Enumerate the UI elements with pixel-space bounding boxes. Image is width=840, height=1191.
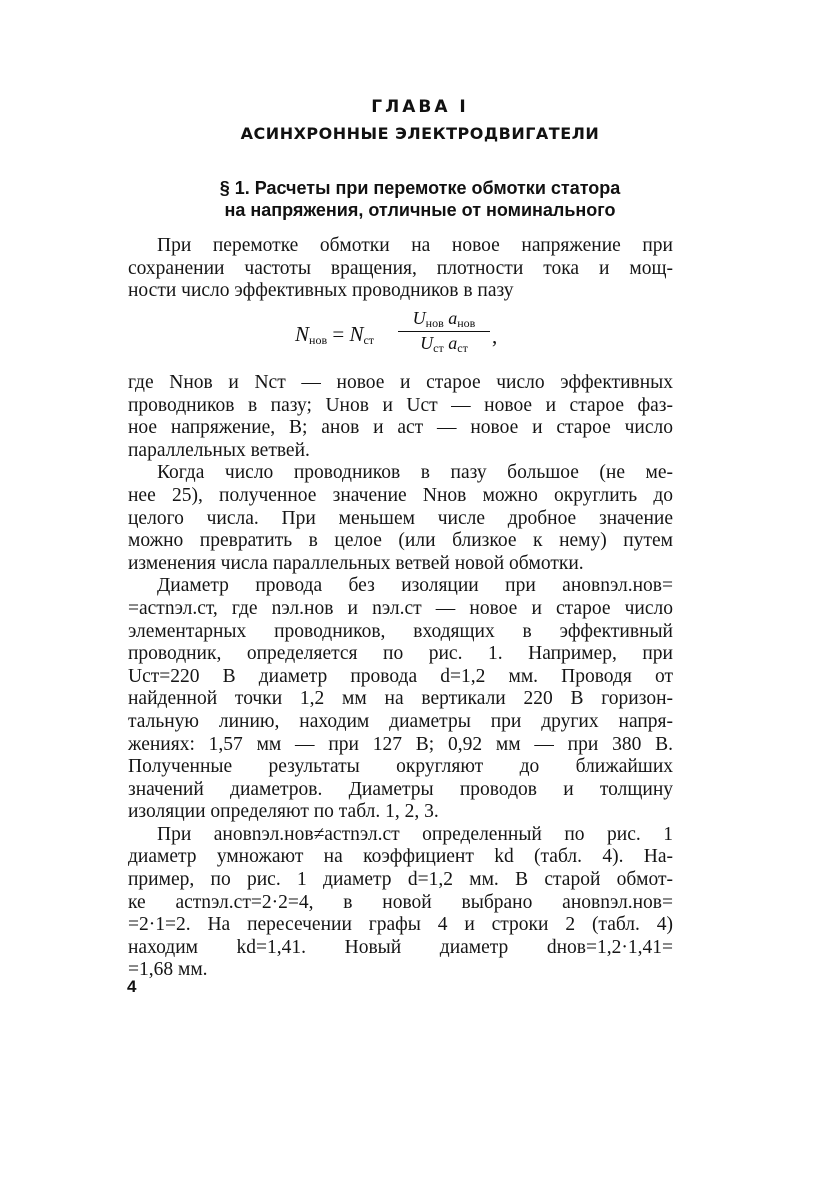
text-line: изменения числа параллельных ветвей новой обмотки. — [128, 552, 584, 574]
text-line: =1,68 мм. — [128, 959, 208, 981]
text-line: находим kd=1,41. Новый диаметр dнов=1,2·1,41= — [128, 936, 673, 958]
text-line: ности число эффективных проводников в пазу — [128, 280, 514, 302]
text-line: =2·1=2. На пересечении графы 4 и строки 2 (табл. 4) — [128, 914, 673, 936]
formula-symbol: N — [295, 322, 310, 346]
text-line: целого числа. При меньшем числе дробное значение — [128, 507, 673, 529]
text-line: ке aстnэл.ст=2·2=4, в новой выбрано aновnэл.нов= — [128, 891, 673, 913]
formula-lhs — [295, 322, 374, 347]
text-line: Когда число проводников в пазу большое (не ме- — [157, 462, 673, 484]
formula-subscript: ст — [457, 341, 468, 355]
text-line: можно превратить в целое (или близкое к нему) путем — [128, 530, 673, 552]
formula-subscript: ст — [433, 341, 444, 355]
chapter-title: АСИНХРОННЫЕ ЭЛЕКТРОДВИГАТЕЛИ — [240, 124, 600, 143]
text-line: =aстnэл.ст, где nэл.нов и nэл.ст — новое и старое число — [128, 597, 673, 619]
text-line: найденной точки 1,2 мм на вертикали 220 В горизон- — [128, 688, 673, 710]
text-line: ное напряжение, В; aнов и aст — новое и старое число — [128, 417, 673, 439]
text-line: При aновnэл.нов≠aстnэл.ст определенный по рис. 1 — [157, 823, 673, 845]
intro-paragraph — [128, 235, 673, 303]
formula-equals: = — [332, 322, 345, 346]
text-line: параллельных ветвей. — [128, 439, 310, 461]
text-line: пример, по рис. 1 диаметр d=1,2 мм. В старой обмот- — [128, 869, 673, 891]
text-line: где Nнов и Nст — новое и старое число эффективных — [128, 372, 673, 393]
text-line: значений диаметров. Диаметры проводов и толщину — [128, 778, 673, 800]
conductor-count-formula — [0, 308, 840, 364]
text-line: жениях: 1,57 мм — при 127 В; 0,92 мм — при 380 В. — [128, 733, 673, 755]
formula-symbol: U — [420, 333, 434, 353]
text-line: проводник, определяется по рис. 1. Например, при — [128, 643, 673, 665]
body-text — [128, 372, 673, 982]
chapter-number: ГЛАВА I — [371, 97, 469, 117]
formula-denominator — [398, 332, 490, 354]
formula-subscript: нов — [457, 316, 476, 330]
text-line: элементарных проводников, входящих в эффективный — [128, 620, 673, 642]
formula-numerator — [398, 308, 490, 332]
text-line: сохранении частоты вращения, плотности тока и мощ- — [128, 257, 673, 279]
text-line: Uст=220 В диаметр провода d=1,2 мм. Проводя от — [128, 665, 673, 687]
formula-symbol: a — [448, 308, 458, 328]
text-line: диаметр умножают на коэффициент kd (табл. 4). На- — [128, 846, 673, 868]
text-line: изоляции определяют по табл. 1, 2, 3. — [128, 801, 439, 823]
formula-symbol: N — [349, 322, 364, 346]
page-number: 4 — [127, 977, 137, 996]
text-line: Полученные результаты округляют до ближайших — [128, 756, 673, 778]
section-title-line-2: на напряжения, отличные от номинального — [224, 200, 616, 220]
formula-symbol: a — [448, 333, 458, 353]
formula-symbol: U — [412, 308, 426, 328]
section-title-line-1: § 1. Расчеты при перемотке обмотки статора — [219, 178, 621, 198]
text-line: тальную линию, находим диаметры при других напря- — [128, 710, 673, 732]
formula-comma: , — [492, 324, 498, 348]
formula-subscript: нов — [309, 333, 328, 347]
text-line: проводников в пазу; Uнов и Uст — новое и старое фаз- — [128, 394, 673, 416]
text-line: нее 25), полученное значение Nнов можно округлить до — [128, 484, 673, 506]
formula-subscript: ст — [363, 333, 375, 347]
formula-subscript: нов — [425, 316, 444, 330]
formula-fraction — [398, 308, 490, 354]
text-line: При перемотке обмотки на новое напряжение при — [157, 235, 673, 256]
text-line: Диаметр провода без изоляции при aновnэл.нов= — [157, 575, 673, 597]
section-heading — [130, 177, 710, 221]
